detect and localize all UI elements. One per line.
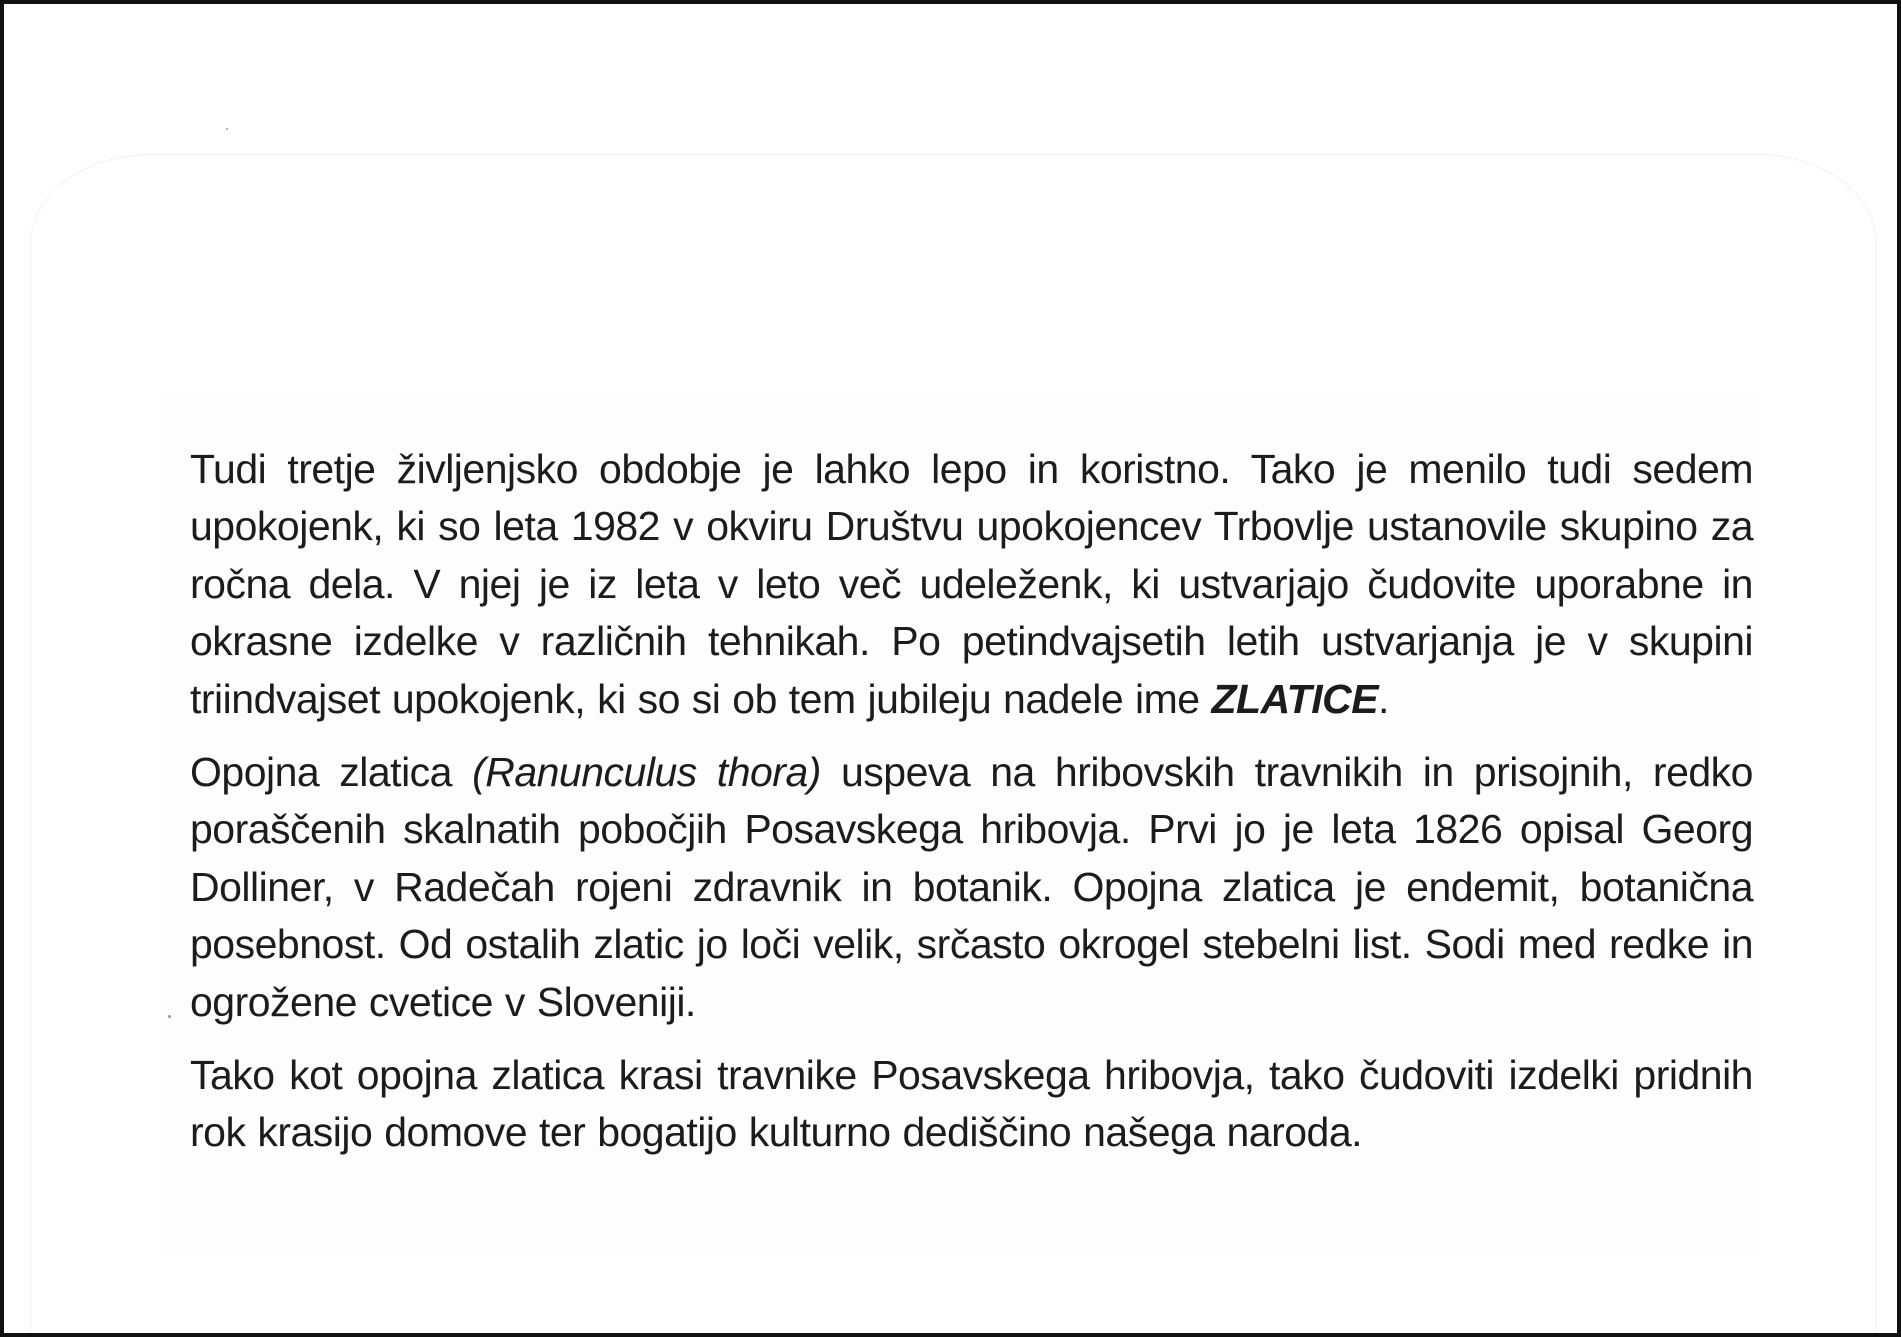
- paragraph-text-end: uspeva na hribovskih travnikih in prisojnih, redko poraščenih skalnatih pobočjih Posavskega hribovja. Prvi jo je leta 1826 opisal Georg Dolliner, v Radečah rojeni zdravnik in botanik. Opojna zlatica je endemit, botanična posebnost. Od ostalih zlatic jo loči velik, srčasto okrogel stebelni list. Sodi med redke in ogrožene cvetice v Sloveniji.: [190, 748, 1753, 1025]
- paragraph-text-end: .: [1378, 675, 1389, 722]
- scan-speck: [168, 1015, 171, 1018]
- document-body: [190, 441, 1753, 1162]
- paragraph-opojna-zlatica: [190, 744, 1753, 1031]
- scan-speck: [226, 128, 228, 130]
- paragraph-zlatice-group: [190, 441, 1753, 728]
- latin-name: (Ranunculus thora): [472, 748, 821, 795]
- group-name-emphasis: ZLATICE: [1211, 675, 1379, 722]
- paragraph-text: Opojna zlatica: [190, 748, 473, 795]
- paragraph-text: Tudi tretje življenjsko obdobje je lahko lepo in koristno. Tako je menilo tudi sedem upokojenk, ki so leta 1982 v okviru Društvu upokojencev Trbovlje ustanovile skupino za ročna dela. V njej je iz leta v leto več udeleženk, ki ustvarjajo čudovite uporabne in okrasne izdelke v različnih tehnikah. Po petindvajsetih letih ustvarjanja je v skupini triindvajset upokojenk, ki so si ob tem jubileju nadele ime: [190, 446, 1753, 722]
- paragraph-closing: Tako kot opojna zlatica krasi travnike Posavskega hribovja, tako čudoviti izdelki pridnih rok krasijo domove ter bogatijo kulturno dediščino našega naroda.: [190, 1051, 1753, 1156]
